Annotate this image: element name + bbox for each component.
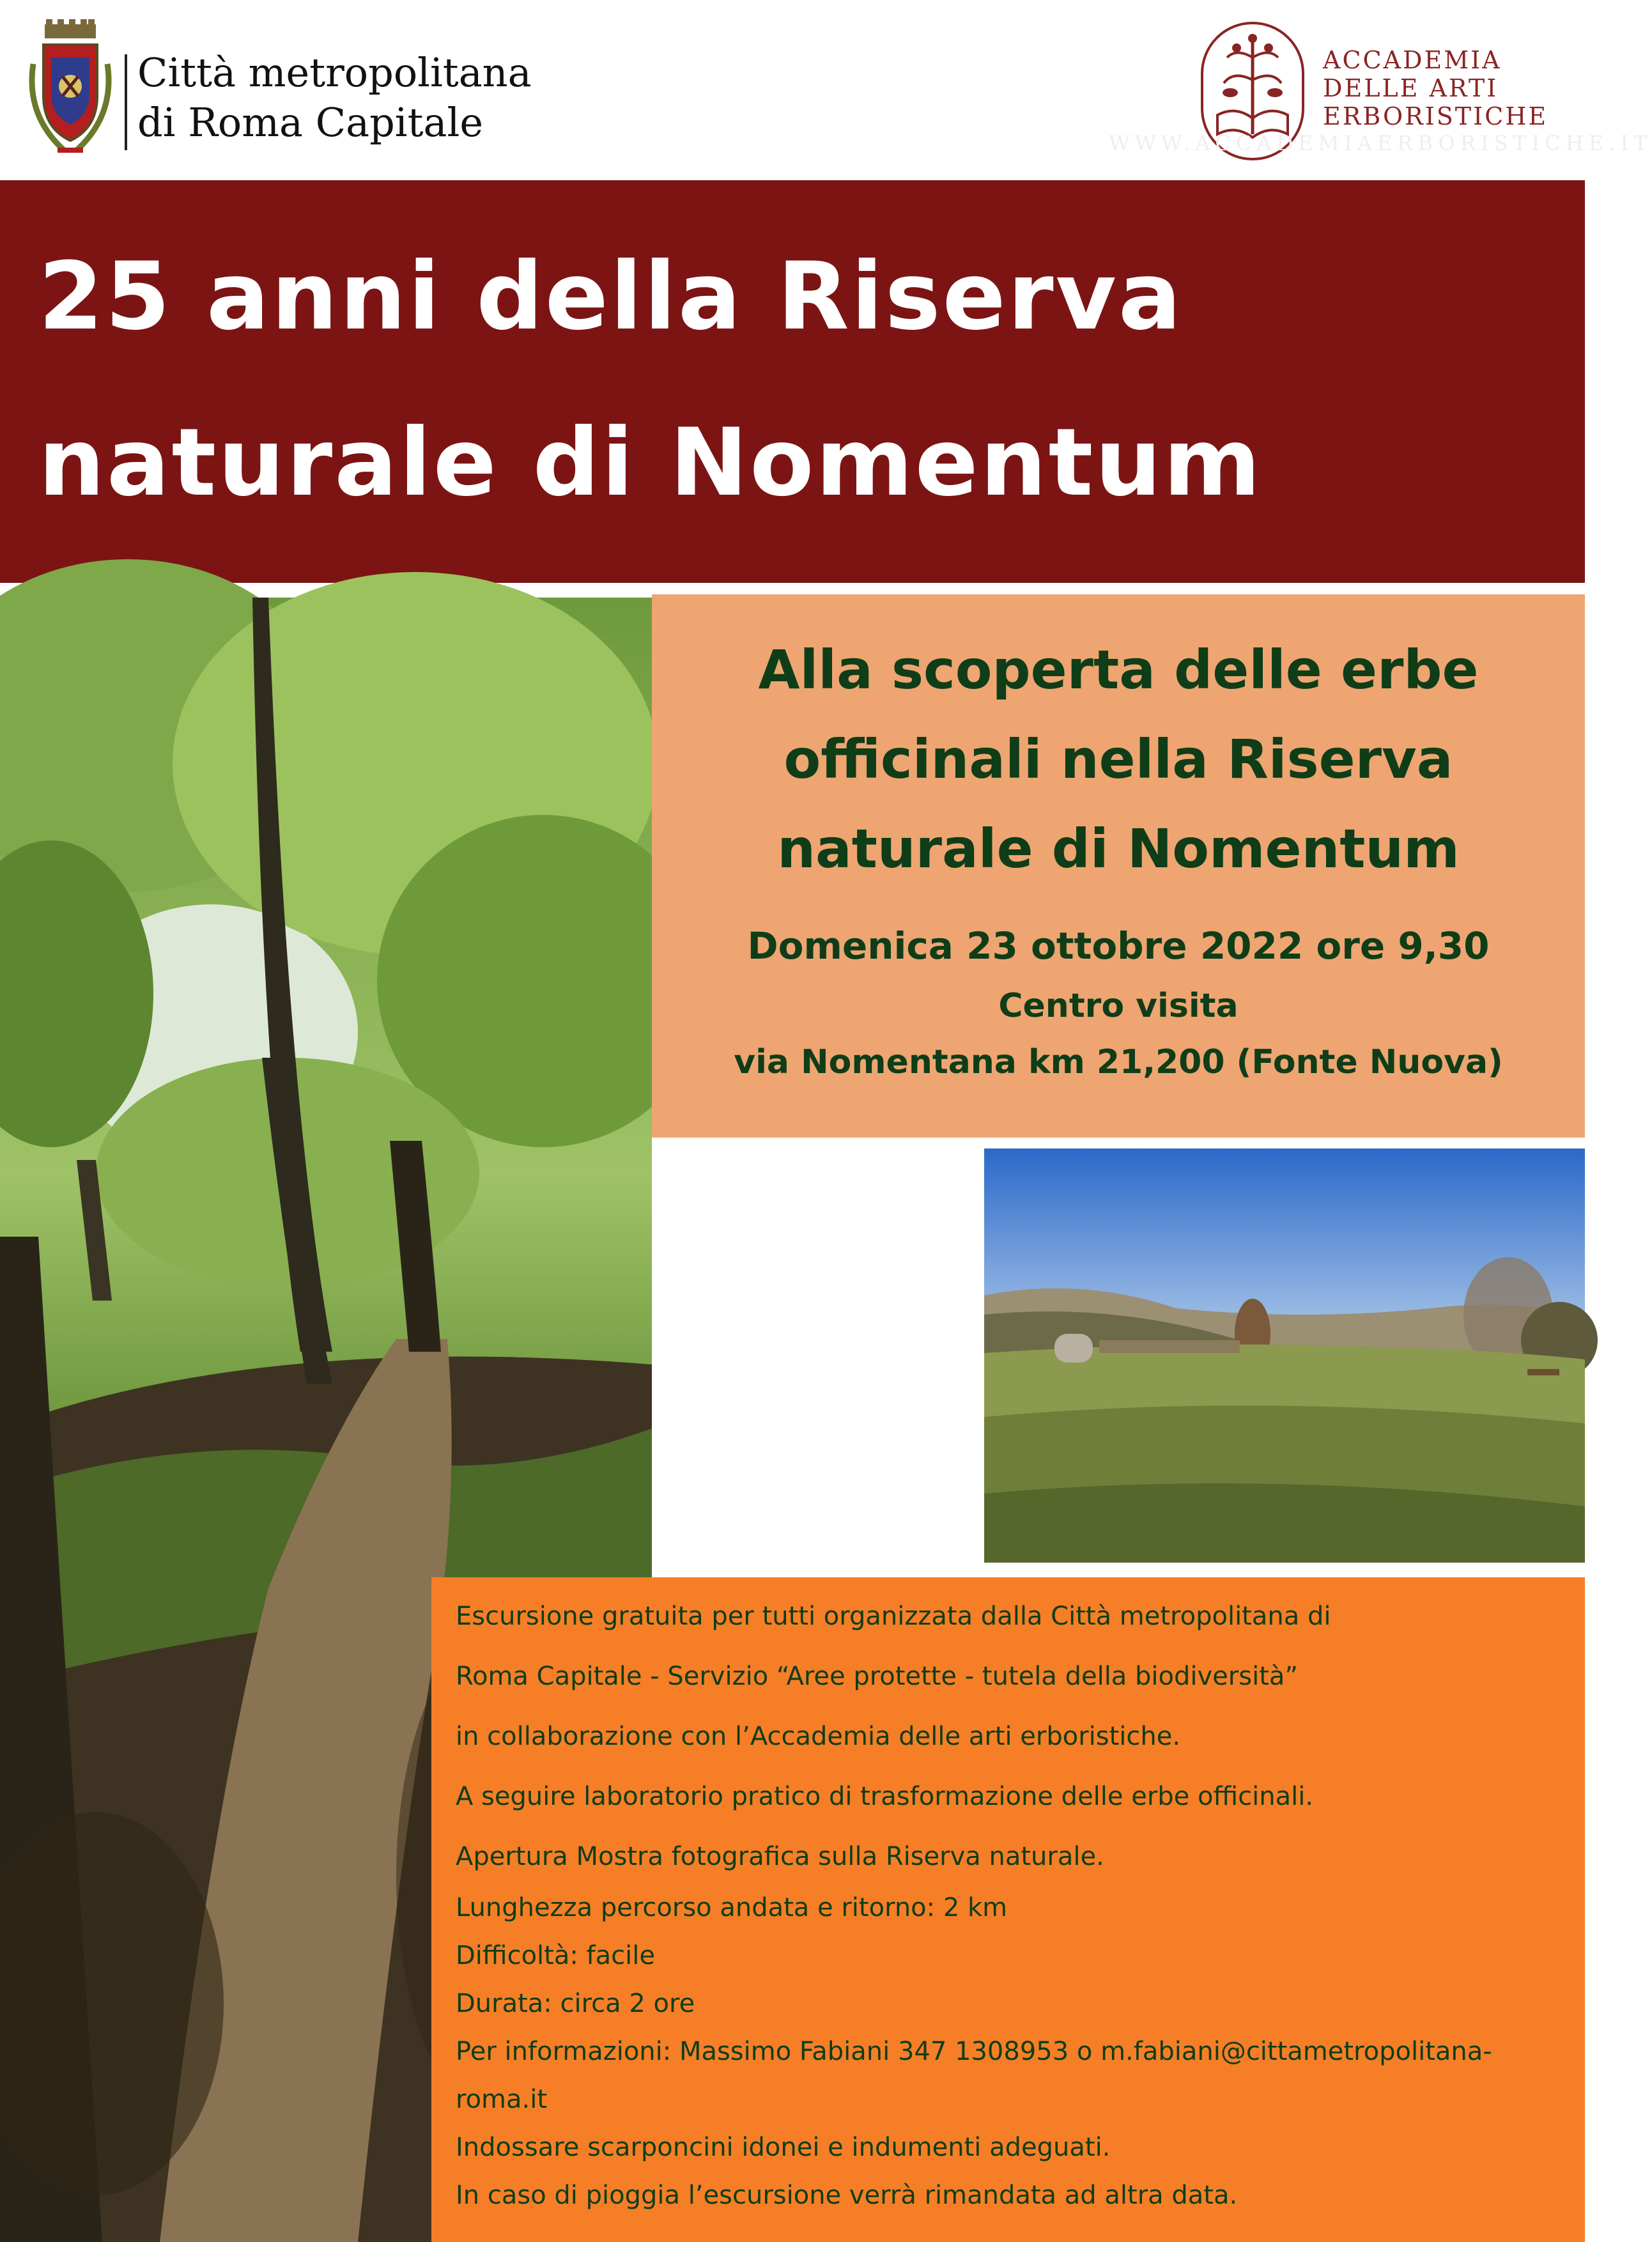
- info-contact-line2: roma.it: [456, 2085, 548, 2114]
- academy-name: [1323, 46, 1548, 130]
- event-place: Centro visita: [998, 987, 1239, 1025]
- event-title-line1: Alla scoperta delle erbe: [758, 638, 1479, 701]
- event-box: [652, 594, 1585, 1138]
- academy-website-watermark: WWW.ACCADEMIAERBORISTICHE.IT: [1109, 131, 1652, 155]
- event-title-line2: officinali nella Riserva: [784, 728, 1453, 791]
- page-title-line2: naturale di Nomentum: [38, 408, 1263, 517]
- info-line2: Roma Capitale - Servizio “Aree protette - tutela della biodiversità”: [456, 1662, 1299, 1691]
- meadow-photo: [984, 1148, 1585, 1563]
- city-name: [137, 48, 532, 148]
- event-date: Domenica 23 ottobre 2022 ore 9,30: [747, 924, 1490, 968]
- header: [0, 0, 1652, 180]
- info-practical-details: [456, 1884, 1568, 2220]
- city-name-line2: di Roma Capitale: [137, 99, 484, 146]
- title-banner: [0, 180, 1585, 583]
- header-divider: [125, 54, 127, 150]
- event-details: [652, 914, 1585, 1090]
- info-length: Lunghezza percorso andata e ritorno: 2 km: [456, 1893, 1008, 1922]
- academy-name-line3: ERBORISTICHE: [1323, 102, 1548, 130]
- city-name-line1: Città metropolitana: [137, 49, 532, 96]
- info-equipment: Indossare scarponcini idonei e indumenti adeguati.: [456, 2133, 1111, 2162]
- academy-name-line1: ACCADEMIA: [1323, 46, 1502, 74]
- info-line1: Escursione gratuita per tutti organizzata dalla Città metropolitana di: [456, 1602, 1331, 1631]
- event-address: via Nomentana km 21,200 (Fonte Nuova): [734, 1043, 1503, 1081]
- info-line5: Apertura Mostra fotografica sulla Riserva naturale.: [456, 1842, 1104, 1871]
- info-line4: A seguire laboratorio pratico di trasformazione delle erbe officinali.: [456, 1782, 1314, 1811]
- event-title-line3: naturale di Nomentum: [777, 817, 1460, 880]
- info-contact-line1: Per informazioni: Massimo Fabiani 347 1308953 o m.fabiani@cittametropolitana-: [456, 2037, 1492, 2066]
- info-difficulty: Difficoltà: facile: [456, 1941, 655, 1970]
- info-line3: in collaborazione con l’Accademia delle arti erboristiche.: [456, 1722, 1181, 1751]
- event-title: [652, 625, 1585, 893]
- info-rain: In caso di pioggia l’escursione verrà rimandata ad altra data.: [456, 2181, 1238, 2210]
- academy-name-line2: DELLE ARTI: [1323, 74, 1499, 102]
- page-title-line1: 25 anni della Riserva: [38, 242, 1184, 351]
- info-description: [456, 1586, 1568, 1887]
- info-box: [431, 1577, 1585, 2242]
- coat-of-arms-icon: [26, 19, 115, 160]
- info-duration: Durata: circa 2 ore: [456, 1989, 695, 2018]
- page-title: [38, 213, 1262, 546]
